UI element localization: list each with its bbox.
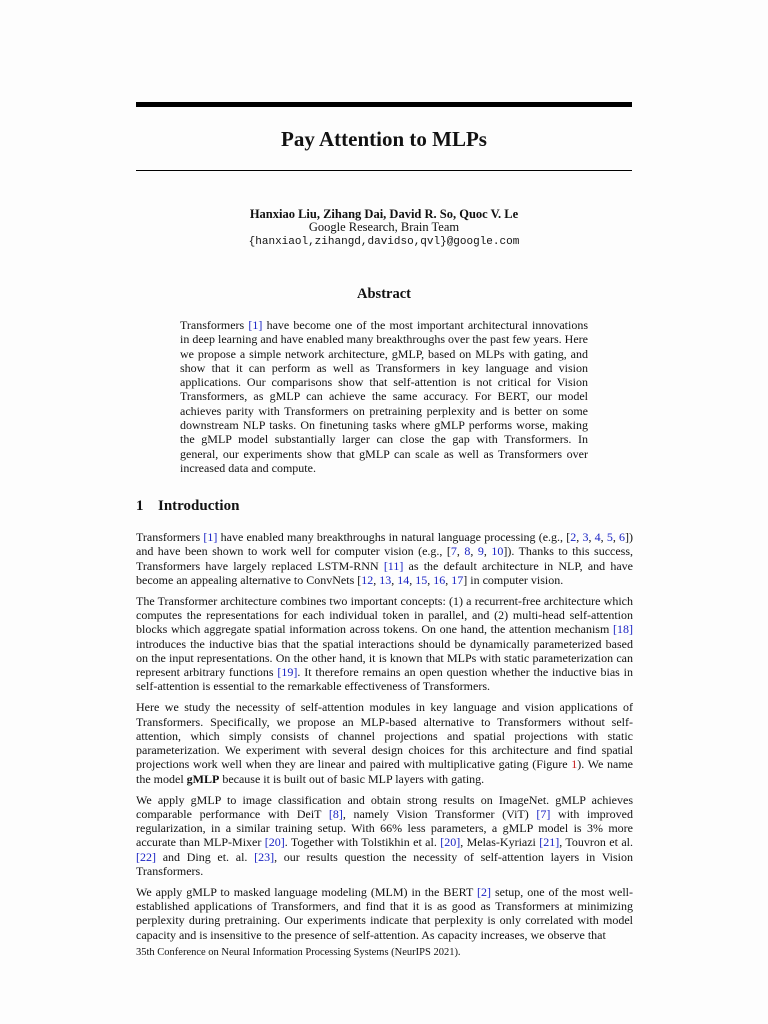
citation-link[interactable]: [1] <box>203 530 218 544</box>
figure-reference-link[interactable]: 1 <box>571 757 578 772</box>
section-number: 1 <box>136 498 144 514</box>
citation-link[interactable]: 17 <box>451 572 464 587</box>
citation-link[interactable]: [19] <box>277 665 298 680</box>
paragraph-4: We apply gMLP to image classification and obtain strong results on ImageNet. gMLP achieves comparable performance with DeiT [8], namely Vision Transformer (ViT) [7] with improved regularization, in a similar training setup. With 66% less parameters, a gMLP model is 3% more accurate than MLP-Mixer [20]. Together with Tolstikhin et al. [20], Melas-Kyriazi [21], Touvron et al. [22] and Ding et. al. [23], our results question the necessity of self-attention layers in Vision Transformers. <box>136 792 634 879</box>
citation-link[interactable]: [20] <box>440 835 461 850</box>
citation-link[interactable]: 12 <box>361 572 374 587</box>
section-heading-introduction <box>136 496 239 516</box>
citation-link[interactable]: [7] <box>536 806 551 821</box>
citation-link[interactable]: [22] <box>136 849 156 864</box>
citation-link[interactable]: [11] <box>383 558 404 573</box>
citation-link[interactable]: 4 <box>594 530 601 544</box>
section-title: Introduction <box>158 498 240 514</box>
citation-link[interactable]: 10 <box>491 544 504 559</box>
citation-link[interactable]: 3 <box>582 530 589 544</box>
paper-title: Pay Attention to MLPs <box>281 127 487 151</box>
paragraph-1: Transformers [1] have enabled many breakthroughs in natural language processing (e.g., [2, 3, 4, 5, 6]) and have been shown to work well for computer vision (e.g., [7, 8, 9, 10]). Thanks to this success, Transformers have largely replaced LSTM-RNN [11] as the default architecture in NLP, and have become an appealing alternative to ConvNets [12, 13, 14, 15, 16, 17] in computer vision. <box>136 530 634 587</box>
citation-link[interactable]: [2] <box>477 884 492 899</box>
conference-footnote: 35th Conference on Neural Information Processing Systems (NeurIPS 2021). <box>136 947 461 958</box>
abstract-heading: Abstract <box>357 286 411 302</box>
citation-link[interactable]: 2 <box>570 530 577 544</box>
abstract-text: Transformers [1] have become one of the most important architectural innovations in deep learning and have enabled many breakthroughs over the past few years. Here we propose a simple network architecture, gMLP, based on MLPs with gating, and show that it can perform as well as Transformers in key language and vision applications. Our comparisons show that self-attention is not critical for Vision Transformers, as gMLP can achieve the same accuracy. For BERT, our model achieves parity with Transformers on pretraining perplexity and is better on some downstream NLP tasks. On finetuning tasks where gMLP performs worse, making the gMLP model substantially larger can close the gap with Transformers. In general, our experiments show that gMLP can scale as well as Transformers over increased data and compute. <box>180 318 588 475</box>
paragraph-5: We apply gMLP to masked language modeling (MLM) in the BERT [2] setup, one of the most well-established applications of Transformers, and find that it is as good as Transformers at minimizing perplexity during pretraining. Our experiments indicate that perplexity is only correlated with model capacity and is insensitive to the presence of self-attention. As capacity increases, we observe that <box>136 884 633 942</box>
top-rule <box>136 102 632 107</box>
citation-link[interactable]: 7 <box>450 544 457 559</box>
citation-link[interactable]: 9 <box>477 544 484 559</box>
model-name-bold: gMLP <box>186 771 220 786</box>
citation-link[interactable]: [21] <box>539 835 560 850</box>
paragraph-2: The Transformer architecture combines two important concepts: (1) a recurrent-free architecture which computes the representations for each individual token in parallel, and (2) multi-head self-attention blocks which aggregate spatial information across tokens. On one hand, the attention mechanism [18] introduces the inductive bias that the spatial interactions should be dynamically parameterized based on the input representations. On the other hand, it is known that MLPs with static parameterization can represent arbitrary functions [19]. It therefore remains an open question whether the inductive bias in self-attention is essential to the remarkable effectiveness of Transformers. <box>136 593 633 694</box>
introduction-body <box>136 530 633 949</box>
citation-link[interactable]: 6 <box>619 530 626 544</box>
title-rule <box>136 170 632 171</box>
author-list: Hanxiao Liu, Zihang Dai, David R. So, Quoc V. Le <box>249 207 519 221</box>
citation-link[interactable]: [18] <box>613 622 633 637</box>
paragraph-3: Here we study the necessity of self-attention modules in key language and vision applications of Transformers. Specifically, we propose an MLP-based alternative to Transformers without self-attention, which simply consists of channel projections and spatial projections with static parameterization. We experiment with several design choices for this architecture and find spatial projections work well when they are linear and paired with multiplicative gating (Figure 1). We name the model gMLP because it is built out of basic MLP layers with gating. <box>136 700 633 786</box>
citation-link[interactable]: 15 <box>415 572 428 587</box>
citation-link[interactable]: [20] <box>264 835 285 850</box>
citation-link[interactable]: 8 <box>464 544 471 559</box>
citation-link[interactable]: 14 <box>397 572 410 587</box>
author-emails: {hanxiaol,zihangd,davidso,qvl}@google.com <box>248 236 520 248</box>
citation-link[interactable]: [1] <box>248 318 263 332</box>
citation-link[interactable]: 13 <box>379 572 392 587</box>
citation-link[interactable]: 16 <box>433 572 446 587</box>
citation-link[interactable]: 5 <box>606 530 613 544</box>
citation-link[interactable]: [23] <box>254 849 275 864</box>
affiliation: Google Research, Brain Team <box>308 220 460 234</box>
citation-link[interactable]: [8] <box>328 806 343 821</box>
